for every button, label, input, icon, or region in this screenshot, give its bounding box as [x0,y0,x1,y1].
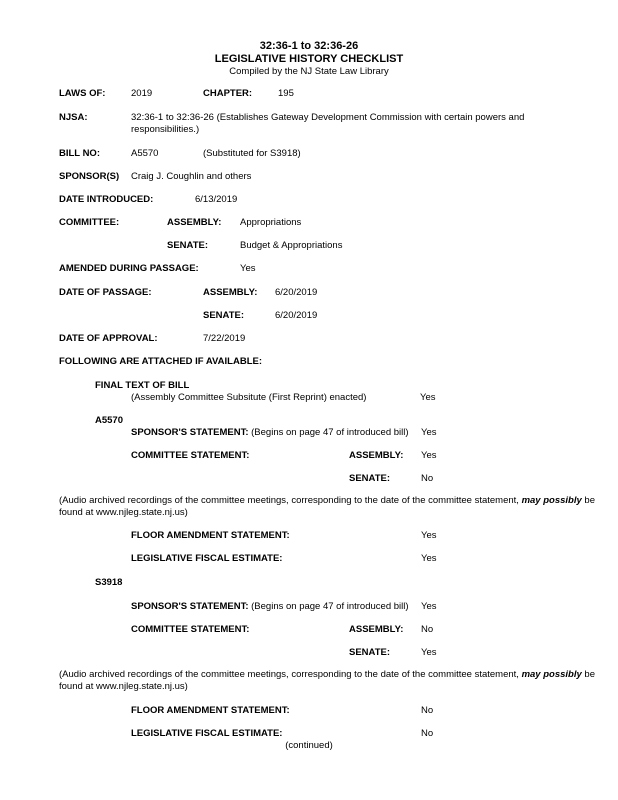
s3918-fiscal-value: No [421,728,434,739]
final-text-label: FINAL TEXT OF BILL [95,380,190,391]
s3918-fiscal-label: LEGISLATIVE FISCAL ESTIMATE: [131,728,283,739]
final-text-value: Yes [420,392,436,403]
s3918-assembly-value: No [421,624,434,635]
a5570-sponsor-value: Yes [421,427,437,438]
passage-senate-value: 6/20/2019 [275,310,318,321]
amended-label: AMENDED DURING PASSAGE: [59,263,199,274]
a5570-senate-label: SENATE: [349,473,390,484]
approval-value: 7/22/2019 [203,333,246,344]
a5570-assembly-label: ASSEMBLY: [349,450,404,461]
a5570-senate-value: No [421,473,434,484]
a5570-floor-label: FLOOR AMENDMENT STATEMENT: [131,530,290,541]
s3918-sponsor-value: Yes [421,601,437,612]
laws-of-value: 2019 [131,88,153,99]
citation: 32:36-1 to 32:36-26 [259,40,359,52]
njsa-label: NJSA: [59,112,88,123]
s3918-committee-label: COMMITTEE STATEMENT: [131,624,250,635]
passage-senate-label: SENATE: [203,310,244,321]
committee-assembly-label: ASSEMBLY: [167,217,222,228]
s3918-floor-value: No [421,705,434,716]
passage-assembly-value: 6/20/2019 [275,287,318,298]
bill-no-value: A5570 [131,148,159,159]
a5570-heading: A5570 [95,415,123,426]
passage-assembly-label: ASSEMBLY: [203,287,258,298]
passage-label: DATE OF PASSAGE: [59,287,152,298]
a5570-fiscal-value: Yes [421,553,437,564]
approval-label: DATE OF APPROVAL: [59,333,158,344]
bill-no-label: BILL NO: [59,148,100,159]
sponsors-value: Craig J. Coughlin and others [131,171,252,182]
audio-note-emphasis: may possibly [521,495,582,506]
audio-note-text: (Audio archived recordings of the committee meetings, corresponding to the date of the committee statement, [59,669,522,680]
page-title: LEGISLATIVE HISTORY CHECKLIST [214,53,404,65]
s3918-assembly-label: ASSEMBLY: [349,624,404,635]
a5570-assembly-value: Yes [421,450,437,461]
chapter-value: 195 [278,88,294,99]
a5570-audio-note [59,495,604,519]
s3918-floor-label: FLOOR AMENDMENT STATEMENT: [131,705,290,716]
audio-note-link: be found at www.njleg.state.nj.us) [59,495,595,518]
final-text-desc: (Assembly Committee Subsitute (First Reprint) enacted) [131,392,367,403]
s3918-senate-value: Yes [421,647,437,658]
sponsors-label: SPONSOR(S) [59,171,120,182]
s3918-heading: S3918 [95,577,123,588]
amended-value: Yes [240,263,256,274]
njsa-value: 32:36-1 to 32:36-26 (Establishes Gateway Development Commission with certain powers and responsibilities.) [131,112,525,135]
audio-note-link: be found at www.njleg.state.nj.us) [59,669,595,692]
sponsor-statement-note: (Begins on page 47 of introduced bill) [251,427,409,438]
s3918-audio-note [59,669,604,693]
committee-senate-value: Budget & Appropriations [240,240,343,251]
audio-note-text: (Audio archived recordings of the committee meetings, corresponding to the date of the committee statement, [59,495,522,506]
a5570-fiscal-label: LEGISLATIVE FISCAL ESTIMATE: [131,553,283,564]
sponsor-statement-label: SPONSOR'S STATEMENT: [131,427,249,438]
sponsor-statement-label: SPONSOR'S STATEMENT: [131,601,249,612]
s3918-sponsor-statement [131,601,409,613]
continued-note: (continued) [285,740,333,751]
compiled-by: Compiled by the NJ State Law Library [229,66,389,77]
bill-no-note: (Substituted for S3918) [203,148,301,159]
committee-senate-label: SENATE: [167,240,208,251]
attached-heading: FOLLOWING ARE ATTACHED IF AVAILABLE: [59,356,262,367]
a5570-floor-value: Yes [421,530,437,541]
chapter-label: CHAPTER: [203,88,253,99]
audio-note-emphasis: may possibly [521,669,582,680]
a5570-committee-label: COMMITTEE STATEMENT: [131,450,250,461]
date-introduced-label: DATE INTRODUCED: [59,194,154,205]
laws-of-label: LAWS OF: [59,88,106,99]
s3918-senate-label: SENATE: [349,647,390,658]
sponsor-statement-note: (Begins on page 47 of introduced bill) [251,601,409,612]
committee-assembly-value: Appropriations [240,217,302,228]
date-introduced-value: 6/13/2019 [195,194,238,205]
committee-label: COMMITTEE: [59,217,120,228]
a5570-sponsor-statement [131,427,409,439]
